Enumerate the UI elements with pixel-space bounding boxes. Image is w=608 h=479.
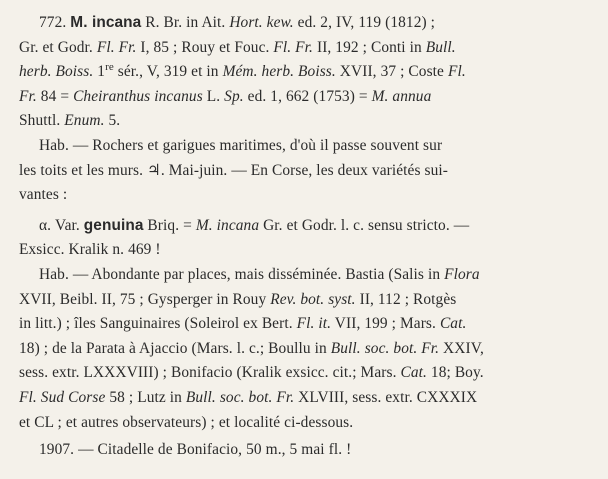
text-run: L.: [202, 87, 225, 105]
entry-line-3: [19, 60, 594, 85]
italic-run: Hort. kew.: [229, 14, 294, 31]
text-run: α. Var.: [39, 216, 84, 234]
italic-run: Enum.: [64, 112, 105, 130]
species-entry: [19, 11, 594, 134]
italic-run: Bull.: [425, 38, 456, 56]
text-run: sér., V, 319 et in: [113, 63, 223, 81]
text-run: Shuttl.: [19, 112, 65, 130]
vhab-line-1: [19, 263, 594, 288]
text-run: 18; Boy.: [426, 364, 484, 382]
habitat-paragraph: [19, 134, 594, 208]
italic-run: Mém. herb. Boiss.: [222, 63, 336, 81]
variety-entry: [19, 214, 594, 263]
text-run: XVII, 37 ; Coste: [335, 63, 448, 81]
entry-line-2: [19, 36, 594, 61]
italic-run: Rev. bot. syst.: [270, 290, 356, 308]
habitat-line-1: Hab. — Rochers et garigues maritimes, d'où il passe souvent sur: [39, 136, 443, 154]
species-name: M. incana: [70, 14, 142, 31]
text-run: R. Br. in Ait.: [141, 14, 230, 31]
text-run: sess. extr. LXXXVIII) ; Bonifacio (Kralik exsicc. cit.; Mars.: [19, 364, 401, 382]
text-run: XXIV,: [439, 339, 484, 357]
text-run: 1: [93, 63, 106, 81]
text-run: 18) ; de la Parata à Ajaccio (Mars. l. c.; Boullu in: [19, 339, 331, 357]
entry-number: 772.: [39, 14, 67, 31]
entry-line-4: [19, 85, 594, 110]
vhab-line-6: [19, 386, 594, 411]
italic-run: M. incana: [195, 216, 260, 234]
variety-line-2: Exsicc. Kralik n. 469 !: [19, 241, 161, 259]
text-run: 58 ; Lutz in: [105, 388, 186, 406]
text-run: XVII, Beibl. II, 75 ; Gysperger in Rouy: [19, 290, 271, 308]
text-run: Gr. et Godr. l. c. sensu stricto. —: [259, 216, 470, 234]
collection-record: 1907. — Citadelle de Bonifacio, 50 m., 5 mai fl. !: [39, 441, 352, 459]
text-run: XLVIII, sess. extr. CXXXIX: [294, 388, 478, 406]
habitat-line-3: vantes :: [19, 186, 68, 204]
italic-run: Fl. Fr.: [96, 38, 137, 56]
variety-habitat-paragraph: [19, 263, 594, 435]
text-run: Gr. et Godr.: [19, 38, 97, 56]
text-run: Briq. =: [143, 216, 196, 234]
variety-name: genuina: [83, 216, 144, 234]
entry-line-5: [19, 109, 594, 134]
text-run: II, 192 ; Conti in: [313, 38, 426, 56]
vhab-line-2: [19, 288, 594, 313]
vhab-line-5: [19, 361, 594, 386]
italic-run: Cat.: [400, 364, 427, 382]
vhab-line-7: et CL ; et autres observateurs) ; et localité ci-dessous.: [19, 413, 354, 431]
italic-run: Cheiranthus incanus: [73, 87, 203, 105]
italic-run: Fl. it.: [296, 315, 332, 333]
text-run: VII, 199 ; Mars.: [331, 315, 440, 333]
italic-run: Fl.: [447, 63, 466, 81]
text-run: 5.: [104, 112, 121, 130]
italic-run: Cat.: [439, 315, 467, 333]
text-run: I, 85 ; Rouy et Fouc.: [136, 38, 274, 56]
italic-run: Sp.: [224, 87, 244, 105]
italic-run: Fl. Sud Corse: [19, 388, 106, 406]
text-run: II, 112 ; Rotgès: [355, 290, 457, 308]
text-run: Hab. — Abondante par places, mais disséminée. Bastia (Salis in: [39, 265, 445, 283]
text-run: ed. 2, IV, 119 (1812) ;: [293, 14, 436, 31]
italic-run: Fr.: [19, 87, 37, 105]
text-run: 84 =: [36, 87, 74, 105]
habitat-line-2: les toits et les murs. ♃. Mai-juin. — En Corse, les deux variétés sui-: [19, 161, 449, 179]
italic-run: Bull. soc. bot. Fr.: [185, 388, 295, 406]
text-run: in litt.) ; îles Sanguinaires (Soleirol ex Bert.: [19, 315, 297, 333]
variety-line-1: [19, 214, 594, 239]
italic-run: Fl. Fr.: [273, 38, 314, 56]
italic-run: herb. Boiss.: [19, 63, 94, 81]
italic-run: M. annua: [371, 87, 432, 105]
entry-line-1: [19, 11, 594, 36]
text-run: ed. 1, 662 (1753) =: [243, 87, 372, 105]
italic-run: Flora: [444, 265, 480, 283]
vhab-line-3: [19, 312, 594, 337]
superscript: re: [105, 61, 114, 74]
italic-run: Bull. soc. bot. Fr.: [330, 339, 440, 357]
vhab-line-4: [19, 337, 594, 362]
